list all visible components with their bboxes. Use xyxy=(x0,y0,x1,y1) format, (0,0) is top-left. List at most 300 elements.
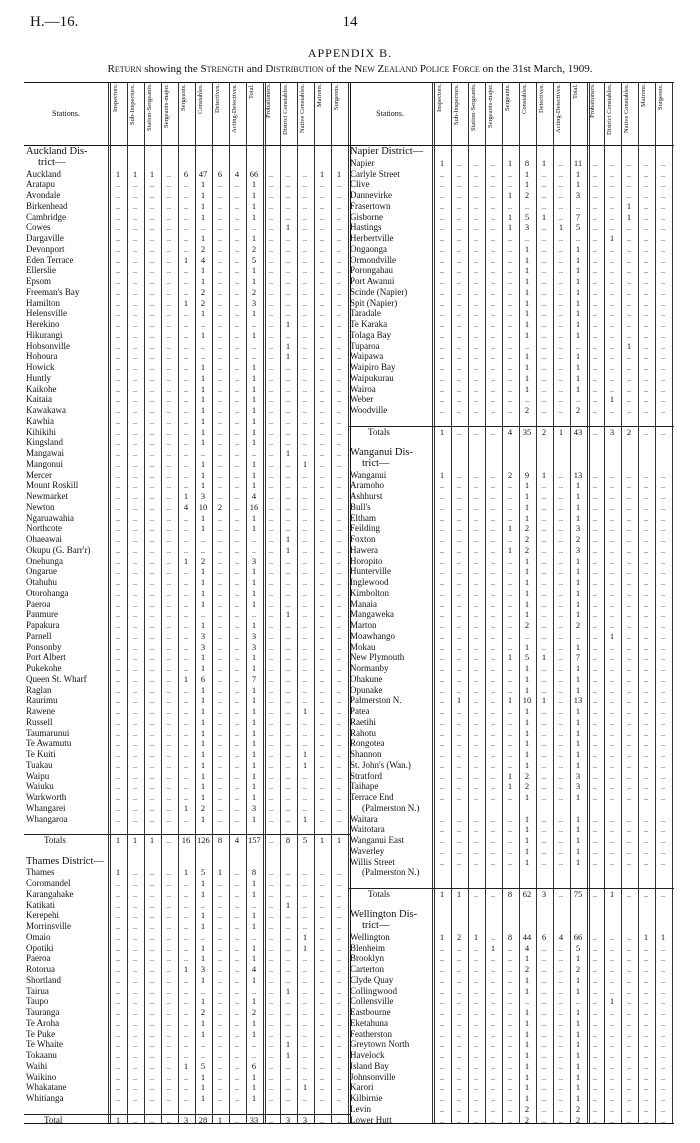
value-cell: .. xyxy=(319,329,325,340)
station-name: Feilding xyxy=(350,523,381,534)
value-cell: .. xyxy=(456,856,462,867)
value-cell: 1 xyxy=(575,1007,581,1017)
value-cell: .. xyxy=(643,362,649,372)
value-cell: .. xyxy=(643,770,649,781)
column-header: Station-Sergeants. xyxy=(470,84,477,132)
value-cell: .. xyxy=(268,1114,274,1125)
value-cell: .. xyxy=(268,405,274,415)
value-cell: .. xyxy=(132,200,138,211)
value-cell: .. xyxy=(319,802,325,813)
table-row xyxy=(24,663,350,674)
value-cell: .. xyxy=(592,383,598,394)
value-cell: 1 xyxy=(200,813,206,824)
value-cell: .. xyxy=(217,308,223,319)
table-row xyxy=(348,781,674,792)
value-cell: .. xyxy=(490,738,496,749)
value-cell: .. xyxy=(592,985,598,996)
table-row xyxy=(24,255,350,266)
value-cell: 1 xyxy=(524,856,530,867)
district-heading xyxy=(24,857,350,868)
value-cell: .. xyxy=(660,835,666,845)
value-cell: 1 xyxy=(200,684,206,695)
value-cell: .. xyxy=(609,329,615,340)
value-cell: .. xyxy=(456,759,462,770)
value-cell: .. xyxy=(302,996,308,1007)
value-cell: .. xyxy=(285,577,291,587)
value-cell: .. xyxy=(166,437,172,448)
value-cell: .. xyxy=(592,534,598,544)
value-cell: .. xyxy=(490,512,496,523)
value-cell: .. xyxy=(285,297,291,308)
value-cell: .. xyxy=(439,684,445,695)
value-cell: .. xyxy=(132,641,138,652)
value-cell: .. xyxy=(183,620,189,630)
value-cell: 1 xyxy=(575,673,581,684)
value-cell: .. xyxy=(285,1093,291,1103)
station-name: Levin xyxy=(350,1103,371,1114)
station-name: New Plymouth xyxy=(350,652,405,663)
value-cell: .. xyxy=(132,480,138,491)
value-cell: .. xyxy=(319,587,325,598)
value-cell: .. xyxy=(132,512,138,523)
value-cell: .. xyxy=(609,652,615,663)
value-cell: .. xyxy=(626,512,632,523)
table-row xyxy=(348,835,674,846)
station-name: Kingsland xyxy=(26,437,63,448)
value-cell: .. xyxy=(115,222,121,233)
value-cell: .. xyxy=(285,501,291,512)
value-cell: .. xyxy=(439,179,445,190)
value-cell: .. xyxy=(558,706,564,716)
value-cell: .. xyxy=(626,974,632,985)
value-cell: .. xyxy=(166,888,172,899)
value-cell: .. xyxy=(132,673,138,684)
value-cell: .. xyxy=(507,319,513,329)
value-cell: .. xyxy=(166,695,172,706)
value-cell: .. xyxy=(660,1093,666,1103)
value-cell: .. xyxy=(132,888,138,899)
value-cell: 1 xyxy=(575,684,581,695)
value-cell: .. xyxy=(643,211,649,222)
value-cell: .. xyxy=(507,738,513,749)
value-cell: .. xyxy=(609,663,615,673)
value-cell: .. xyxy=(268,1050,274,1060)
table-row xyxy=(24,932,350,943)
value-cell: .. xyxy=(149,351,155,362)
value-cell: .. xyxy=(183,727,189,738)
value-cell: .. xyxy=(183,974,189,985)
value-cell: .. xyxy=(643,1093,649,1103)
value-cell: .. xyxy=(626,609,632,620)
station-name: Waihi xyxy=(26,1060,48,1071)
value-cell: .. xyxy=(660,1028,666,1039)
value-cell: .. xyxy=(183,888,189,899)
value-cell: .. xyxy=(541,534,547,544)
station-name: Hamilton xyxy=(26,297,60,308)
station-name: Waipukurau xyxy=(350,372,394,383)
value-cell: .. xyxy=(149,319,155,329)
value-cell: .. xyxy=(473,426,479,437)
value-cell: 1 xyxy=(524,276,530,286)
value-cell: .. xyxy=(132,985,138,996)
table-row xyxy=(24,330,350,341)
station-name: Otahuhu xyxy=(26,577,57,587)
value-cell: .. xyxy=(183,1028,189,1039)
value-cell: .. xyxy=(115,458,121,469)
value-cell: 1 xyxy=(302,458,308,469)
value-cell: .. xyxy=(336,555,342,566)
value-cell: .. xyxy=(558,1103,564,1114)
value-cell: 1 xyxy=(200,437,206,448)
value-cell: .. xyxy=(507,630,513,641)
value-cell: .. xyxy=(456,620,462,630)
value-cell: .. xyxy=(319,544,325,555)
value-cell: .. xyxy=(234,695,240,706)
value-cell: .. xyxy=(285,727,291,738)
value-cell: 1 xyxy=(575,319,581,329)
value-cell: .. xyxy=(507,168,513,179)
value-cell: .. xyxy=(456,1114,462,1125)
value-cell: .. xyxy=(558,566,564,577)
value-cell: 1 xyxy=(251,179,257,190)
value-cell: .. xyxy=(302,964,308,974)
value-cell: .. xyxy=(558,523,564,534)
value-cell: .. xyxy=(132,319,138,329)
value-cell: .. xyxy=(507,996,513,1007)
station-name: trict— xyxy=(362,457,390,469)
value-cell: .. xyxy=(507,942,513,953)
table-row xyxy=(348,201,674,212)
value-cell: .. xyxy=(166,200,172,211)
table-row xyxy=(348,609,674,620)
value-cell: .. xyxy=(643,1039,649,1050)
value-cell: 1 xyxy=(541,469,547,480)
value-cell: .. xyxy=(234,813,240,824)
value-cell: .. xyxy=(166,1039,172,1050)
value-cell: .. xyxy=(643,276,649,286)
value-cell: .. xyxy=(302,727,308,738)
value-cell: .. xyxy=(217,415,223,426)
value-cell: 1 xyxy=(524,1093,530,1103)
value-cell: .. xyxy=(285,415,291,426)
station-name: Morrinsville xyxy=(26,921,71,931)
value-cell: .. xyxy=(336,566,342,577)
value-cell: 1 xyxy=(575,1082,581,1093)
value-cell: .. xyxy=(660,673,666,684)
table-body xyxy=(24,147,350,1125)
station-name: Katikati xyxy=(26,899,55,910)
value-cell: .. xyxy=(166,319,172,329)
value-cell: 1 xyxy=(575,577,581,587)
value-cell: .. xyxy=(660,426,666,437)
value-cell: .. xyxy=(660,319,666,329)
value-cell: .. xyxy=(149,426,155,437)
value-cell: 1 xyxy=(251,372,257,383)
value-cell: 1 xyxy=(439,931,445,942)
value-cell: .. xyxy=(643,727,649,738)
value-cell: .. xyxy=(183,813,189,824)
value-cell: 1 xyxy=(285,899,291,910)
value-cell: 35 xyxy=(522,426,532,437)
value-cell: .. xyxy=(643,684,649,695)
value-cell: .. xyxy=(149,362,155,372)
value-cell: 1 xyxy=(524,286,530,297)
value-cell: 1 xyxy=(524,1050,530,1060)
value-cell: 6 xyxy=(217,168,223,179)
column-header: Total. xyxy=(248,84,255,99)
value-cell: .. xyxy=(336,200,342,211)
value-cell: 4 xyxy=(558,931,564,942)
value-cell: .. xyxy=(217,351,223,362)
value-cell: .. xyxy=(439,598,445,609)
value-cell: .. xyxy=(217,577,223,587)
value-cell: 1 xyxy=(575,308,581,319)
value-cell: .. xyxy=(268,362,274,372)
value-cell: .. xyxy=(268,491,274,501)
value-cell: 1 xyxy=(524,1028,530,1039)
value-cell: .. xyxy=(319,426,325,437)
value-cell: .. xyxy=(558,405,564,415)
station-name: Okupu (G. Barr'r) xyxy=(26,544,91,555)
station-name: Tairua xyxy=(26,985,49,996)
value-cell: 1 xyxy=(200,276,206,286)
station-name: Ellerslie xyxy=(26,265,56,276)
value-cell: .. xyxy=(149,1093,155,1103)
value-cell: .. xyxy=(541,673,547,684)
value-cell: .. xyxy=(507,1114,513,1125)
value-cell: 1 xyxy=(200,598,206,609)
value-cell: .. xyxy=(609,792,615,802)
value-cell: .. xyxy=(524,630,530,641)
value-cell: .. xyxy=(473,394,479,405)
value-cell: .. xyxy=(439,394,445,405)
value-cell: .. xyxy=(115,792,121,802)
value-cell: .. xyxy=(115,523,121,534)
value-cell: .. xyxy=(541,1071,547,1082)
value-cell: .. xyxy=(456,351,462,362)
station-name: Onehunga xyxy=(26,555,63,566)
value-cell: .. xyxy=(507,1060,513,1071)
value-cell: .. xyxy=(558,286,564,297)
value-cell: .. xyxy=(456,254,462,265)
value-cell: .. xyxy=(456,985,462,996)
value-cell: .. xyxy=(660,297,666,308)
value-cell: .. xyxy=(302,1071,308,1082)
value-cell: .. xyxy=(626,276,632,286)
station-name: Foxton xyxy=(350,534,376,544)
value-cell: .. xyxy=(609,716,615,727)
table-row xyxy=(348,158,674,169)
value-cell: 1 xyxy=(251,512,257,523)
value-cell: .. xyxy=(541,813,547,824)
station-name: Helensville xyxy=(26,308,67,319)
value-cell: .. xyxy=(490,566,496,577)
value-cell: .. xyxy=(183,1071,189,1082)
value-cell: .. xyxy=(592,1093,598,1103)
value-cell: .. xyxy=(439,824,445,835)
value-cell: .. xyxy=(115,942,121,953)
table-row xyxy=(24,792,350,803)
value-cell: .. xyxy=(166,706,172,716)
table-row xyxy=(24,394,350,405)
value-cell: 1 xyxy=(200,695,206,706)
table-row xyxy=(24,900,350,911)
value-cell: .. xyxy=(115,1028,121,1039)
value-cell: .. xyxy=(234,587,240,598)
value-cell: 28 xyxy=(198,1114,208,1125)
value-cell: .. xyxy=(115,964,121,974)
value-cell: .. xyxy=(660,953,666,964)
value-cell: .. xyxy=(490,1060,496,1071)
value-cell: .. xyxy=(507,265,513,276)
value-cell: .. xyxy=(268,544,274,555)
station-name: Mokau xyxy=(350,641,376,652)
district-heading xyxy=(24,147,350,158)
value-cell: 6 xyxy=(200,673,206,684)
value-cell: .. xyxy=(336,695,342,706)
value-cell: .. xyxy=(456,824,462,835)
value-cell: .. xyxy=(643,824,649,835)
value-cell: .. xyxy=(285,910,291,921)
value-cell: .. xyxy=(439,953,445,964)
value-cell: 1 xyxy=(524,792,530,802)
value-cell: .. xyxy=(541,759,547,770)
value-cell: .. xyxy=(285,265,291,276)
value-cell: .. xyxy=(626,501,632,512)
value-cell: .. xyxy=(626,179,632,190)
value-cell: .. xyxy=(643,566,649,577)
value-cell: 1 xyxy=(575,1028,581,1039)
value-cell: 1 xyxy=(200,426,206,437)
station-name: Parnell xyxy=(26,630,52,641)
value-cell: .. xyxy=(609,577,615,587)
value-cell: 1 xyxy=(251,695,257,706)
station-name: Frasertown xyxy=(350,200,391,211)
value-cell: .. xyxy=(115,1093,121,1103)
value-cell: .. xyxy=(490,372,496,383)
value-cell: .. xyxy=(217,1028,223,1039)
value-cell: 1 xyxy=(302,931,308,942)
value-cell: .. xyxy=(302,555,308,566)
value-cell: 1 xyxy=(575,845,581,856)
value-cell: 1 xyxy=(575,566,581,577)
value-cell: .. xyxy=(268,921,274,931)
station-name: Ongaonga xyxy=(350,243,387,254)
value-cell: .. xyxy=(558,942,564,953)
value-cell: .. xyxy=(285,1017,291,1028)
value-cell: .. xyxy=(132,663,138,673)
value-cell: .. xyxy=(558,1050,564,1060)
value-cell: .. xyxy=(285,770,291,781)
value-cell: .. xyxy=(115,276,121,286)
value-cell: .. xyxy=(609,964,615,974)
value-cell: .. xyxy=(302,620,308,630)
value-cell: .. xyxy=(473,1039,479,1050)
value-cell: .. xyxy=(302,340,308,351)
value-cell: .. xyxy=(200,340,206,351)
value-cell: .. xyxy=(336,405,342,415)
value-cell: .. xyxy=(336,286,342,297)
value-cell: .. xyxy=(592,641,598,652)
value-cell: .. xyxy=(319,340,325,351)
value-cell: .. xyxy=(217,544,223,555)
value-cell: .. xyxy=(541,222,547,233)
value-cell: .. xyxy=(285,254,291,265)
value-cell: .. xyxy=(200,985,206,996)
value-cell: 2 xyxy=(456,931,462,942)
value-cell: .. xyxy=(319,727,325,738)
value-cell: .. xyxy=(217,1007,223,1017)
value-cell: .. xyxy=(643,1028,649,1039)
value-cell: .. xyxy=(439,491,445,501)
station-name: Tuakau xyxy=(26,759,53,770)
station-name: Kawhia xyxy=(26,415,54,426)
value-cell: .. xyxy=(473,759,479,770)
value-cell: .. xyxy=(336,1071,342,1082)
value-cell: .. xyxy=(490,759,496,770)
value-cell: .. xyxy=(319,523,325,534)
value-cell: .. xyxy=(507,405,513,415)
value-cell: .. xyxy=(558,770,564,781)
value-cell: .. xyxy=(132,179,138,190)
station-name: Port Awanui xyxy=(350,276,395,286)
value-cell: 1 xyxy=(575,1017,581,1028)
value-cell: 10 xyxy=(198,501,208,512)
value-cell: .. xyxy=(473,835,479,845)
value-cell: .. xyxy=(507,501,513,512)
value-cell: .. xyxy=(609,942,615,953)
value-cell: .. xyxy=(456,609,462,620)
value-cell: 1 xyxy=(524,684,530,695)
value-cell: .. xyxy=(302,974,308,985)
value-cell: .. xyxy=(660,190,666,200)
value-cell: .. xyxy=(285,587,291,598)
value-cell: .. xyxy=(660,405,666,415)
value-cell: 1 xyxy=(524,1039,530,1050)
value-cell: .. xyxy=(319,1060,325,1071)
value-cell: .. xyxy=(643,405,649,415)
value-cell: 1 xyxy=(200,1082,206,1093)
value-cell: .. xyxy=(473,996,479,1007)
value-cell: .. xyxy=(558,501,564,512)
value-cell: .. xyxy=(149,931,155,942)
value-cell: .. xyxy=(558,824,564,835)
value-cell: .. xyxy=(626,706,632,716)
value-cell: .. xyxy=(132,867,138,878)
table-row xyxy=(348,964,674,975)
value-cell: .. xyxy=(490,297,496,308)
value-cell: .. xyxy=(319,630,325,641)
value-cell: .. xyxy=(643,996,649,1007)
value-cell: .. xyxy=(268,1071,274,1082)
value-cell: .. xyxy=(643,523,649,534)
value-cell: .. xyxy=(456,1007,462,1017)
value-cell: .. xyxy=(456,222,462,233)
table-row xyxy=(348,545,674,556)
value-cell: .. xyxy=(217,878,223,888)
value-cell: .. xyxy=(609,555,615,566)
value-cell: .. xyxy=(166,1071,172,1082)
value-cell: .. xyxy=(626,372,632,383)
value-cell: .. xyxy=(319,1007,325,1017)
table-row xyxy=(24,244,350,255)
value-cell: .. xyxy=(592,276,598,286)
value-cell: .. xyxy=(302,297,308,308)
value-cell: .. xyxy=(490,405,496,415)
value-cell: .. xyxy=(507,534,513,544)
value-cell: .. xyxy=(115,362,121,372)
value-cell: .. xyxy=(660,792,666,802)
